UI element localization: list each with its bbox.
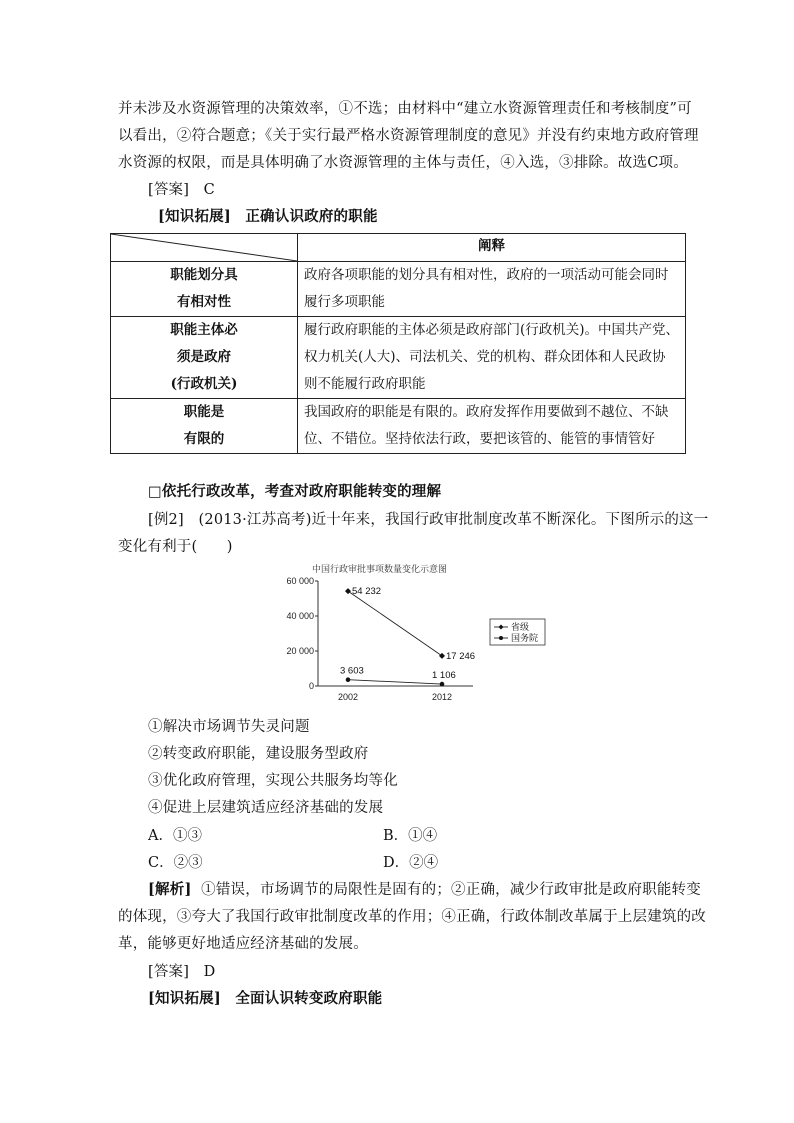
- option-a: A．①③: [148, 828, 202, 844]
- data-label: 54 232: [352, 586, 382, 598]
- y-tick-label: 60 000: [286, 576, 314, 586]
- section-title: □依托行政改革，考查对政府职能转变的理解: [148, 483, 442, 500]
- row-explanation: 政府各项职能的划分具有相对性，政府的一项活动可能会同时 履行多项职能: [298, 262, 686, 317]
- option-b: B．①④: [383, 828, 438, 844]
- paragraph-line-3: 水资源的权限，而是具体明确了水资源管理的主体与责任，④入选，③排除。故选C项。: [118, 155, 688, 171]
- legend-marker: [499, 636, 503, 640]
- list-item: ②转变政府职能，建设服务型政府: [148, 746, 369, 762]
- data-point: [346, 677, 351, 682]
- example-line-1: [例2] (2013·江苏高考)近十年来，我国行政审批制度改革不断深化。下图所示的这一: [148, 512, 709, 528]
- list-item: ④促进上层建筑适应经济基础的发展: [148, 800, 384, 816]
- extension-title: 全面认识转变政府职能: [235, 990, 383, 1007]
- chart-title: 中国行政审批事项数量变化示意图: [312, 564, 448, 574]
- analysis-line-2: 的体现，③夸大了我国行政审批制度改革的作用；④正确，行政体制改革属于上层建筑的改: [118, 909, 706, 925]
- series-line: [348, 591, 442, 656]
- paragraph-line-1: 并未涉及水资源管理的决策效率，①不选；由材料中“建立水资源管理责任和考核制度”可: [118, 101, 692, 117]
- table-row: [111, 262, 686, 317]
- example-line-2: 变化有利于( ): [118, 539, 233, 555]
- data-label: 1 106: [432, 670, 456, 682]
- legend-label: 省级: [511, 622, 530, 632]
- series-line: [348, 680, 442, 684]
- data-point: [345, 588, 351, 594]
- extension-tag: [知识拓展]: [158, 208, 231, 225]
- knowledge-extension-2: [148, 987, 382, 1008]
- row-term: 职能主体必 须是政府 (行政机关): [111, 317, 298, 399]
- option-d: D．②④: [383, 855, 439, 871]
- answer-1: [148, 178, 215, 199]
- data-point: [439, 653, 445, 659]
- answer-value: C: [203, 182, 215, 198]
- list-item: ③优化政府管理，实现公共服务均等化: [148, 773, 398, 789]
- government-function-table: [110, 233, 686, 454]
- answer-tag: [答案]: [148, 964, 190, 980]
- answer-2: [148, 960, 215, 981]
- row-term: 职能是 有限的: [111, 399, 298, 454]
- row-explanation: 我国政府的职能是有限的。政府发挥作用要做到不越位、不缺 位、不错位。坚持依法行政，要把该管的、能管的事情管好: [298, 399, 686, 454]
- analysis-line-3: 革，能够更好地适应经济基础的发展。: [118, 936, 368, 952]
- y-tick-label: 0: [308, 681, 314, 691]
- answer-tag: [答案]: [148, 182, 190, 198]
- list-item: ①解决市场调节失灵问题: [148, 719, 310, 735]
- legend-label: 国务院: [511, 633, 539, 643]
- extension-tag: [知识拓展]: [148, 990, 221, 1007]
- table-row: [111, 399, 686, 454]
- analysis-tag: [解析]: [148, 881, 192, 898]
- answer-value: D: [203, 964, 216, 980]
- data-point: [440, 682, 445, 687]
- data-label: 17 246: [446, 650, 476, 662]
- table-corner-cell: [111, 234, 298, 262]
- table-header: 阐释: [298, 234, 686, 262]
- x-tick-label: 2002: [337, 692, 359, 702]
- row-term: 职能划分具 有相对性: [111, 262, 298, 317]
- knowledge-extension-1: [158, 205, 378, 226]
- table-row: [111, 317, 686, 399]
- row-explanation: 履行政府职能的主体必须是政府部门(行政机关)。中国共产党、 权力机关(人大)、司法机关、党的机构、群众团体和人民政协 则不能履行政府职能: [298, 317, 686, 399]
- option-c: C．②③: [148, 855, 203, 871]
- diagonal-line: [111, 234, 297, 261]
- analysis-line-1: [解析] ①错误，市场调节的局限性是固有的；②正确，减少行政审批是政府职能转变: [148, 881, 701, 898]
- x-tick-label: 2012: [431, 692, 453, 702]
- y-tick-label: 40 000: [286, 611, 314, 621]
- data-label: 3 603: [340, 665, 364, 677]
- extension-title: 正确认识政府的职能: [245, 208, 378, 225]
- y-tick-label: 20 000: [286, 646, 314, 656]
- paragraph-line-2: 以看出，②符合题意；《关于实行最严格水资源管理制度的意见》并没有约束地方政府管理: [118, 128, 699, 144]
- approval-items-chart: [268, 561, 552, 711]
